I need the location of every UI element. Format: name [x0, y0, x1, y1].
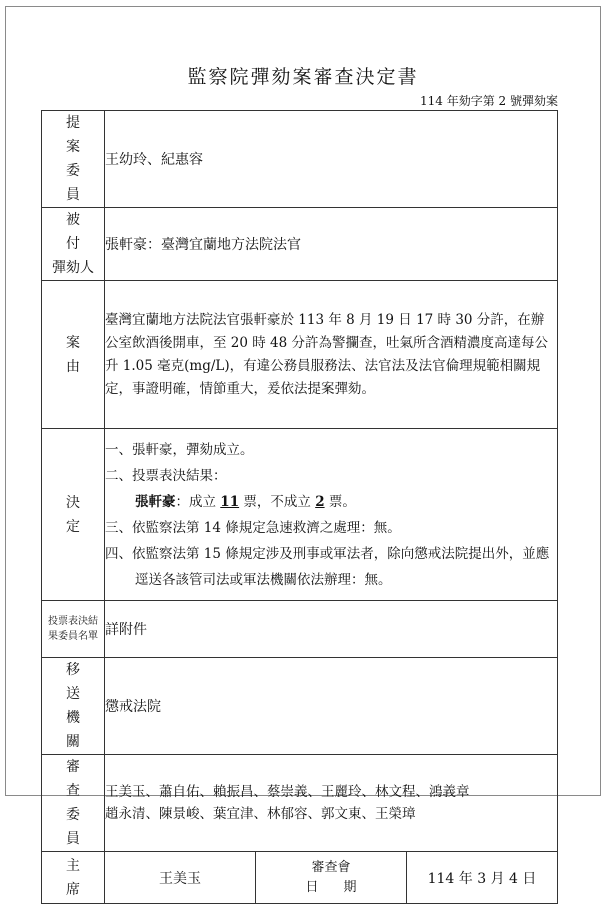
value-transfer: 懲戒法院 — [105, 658, 558, 755]
reviewers-line-2: 趙永清、陳景峻、葉宜津、林郁容、郭文東、王榮璋 — [105, 806, 416, 822]
decision-item-2: 二、投票表決結果： — [105, 467, 227, 484]
decision-item-1: 一、張軒豪，彈劾成立。 — [105, 441, 254, 458]
vote-result: 張軒豪：成立 11 票，不成立 2 票。 — [135, 493, 356, 510]
value-voters: 詳附件 — [105, 601, 558, 658]
decision-item-4: 四、依監察法第 15 條規定涉及刑事或軍法者，除向懲戒法院提出外，並應逕送各該管司法或軍法機關依法辦理：無。 — [105, 545, 550, 588]
document-title: 監察院彈劾案審查決定書 — [187, 66, 419, 88]
value-impeached: 張軒豪：臺灣宜蘭地方法院法官 — [105, 208, 558, 281]
row-chair — [42, 852, 558, 904]
row-decision — [42, 429, 558, 601]
label-case: 案 由 — [42, 281, 105, 429]
label-proposers: 提 案 委 員 — [42, 111, 105, 208]
value-review-date: 114 年 3 月 4 日 — [407, 852, 558, 904]
decision-form-table — [41, 110, 558, 904]
vote-yes-count: 11 — [220, 493, 240, 510]
label-decision: 決 定 — [42, 429, 105, 601]
vote-no-count: 2 — [315, 493, 325, 510]
decision-item-3: 三、依監察法第 14 條規定急速救濟之處理：無。 — [105, 519, 401, 536]
label-transfer: 移 送 機 關 — [42, 658, 105, 755]
row-voters — [42, 601, 558, 658]
value-reviewers — [105, 755, 558, 852]
row-proposers — [42, 111, 558, 208]
document-number: 114 年劾字第 2 號彈劾案 — [420, 94, 558, 108]
reviewers-line-1: 王美玉、蕭自佑、賴振昌、蔡崇義、王麗玲、林文程、鴻義章 — [105, 784, 470, 800]
row-transfer — [42, 658, 558, 755]
row-reviewers — [42, 755, 558, 852]
label-voters: 投票表決結 果委員名單 — [42, 601, 105, 658]
label-reviewers: 審 查 委 員 — [42, 755, 105, 852]
value-proposers: 王幼玲、紀惠容 — [105, 111, 558, 208]
value-decision — [105, 429, 558, 601]
value-case: 臺灣宜蘭地方法院法官張軒豪於 113 年 8 月 19 日 17 時 30 分許，在辦公室飲酒後開車，至 20 時 48 分許為警攔查，吐氣所含酒精濃度高達每公升 1.05 毫克(mg/L)，有違公務員服務法、法官法及法官倫理規範相關規定，事證明確，情節重大，爰依法提案彈劾。 — [105, 281, 558, 429]
vote-name: 張軒豪 — [135, 493, 176, 510]
label-impeached: 被 付 彈劾人 — [42, 208, 105, 281]
value-chair: 王美玉 — [105, 852, 256, 904]
label-chair: 主 席 — [42, 852, 105, 904]
label-review-date: 審查會 日 期 — [256, 852, 407, 904]
row-impeached — [42, 208, 558, 281]
row-case — [42, 281, 558, 429]
